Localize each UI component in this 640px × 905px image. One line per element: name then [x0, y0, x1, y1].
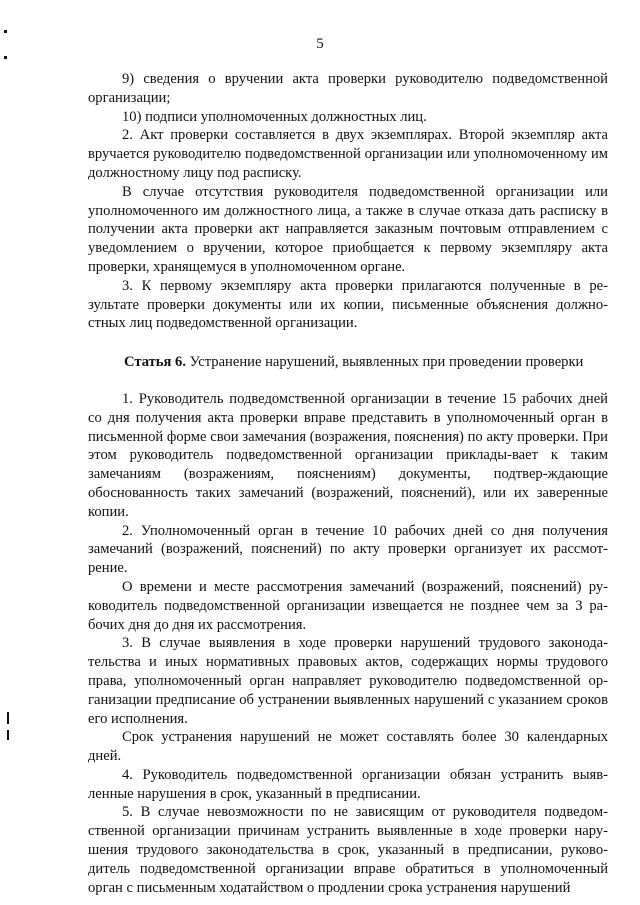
article-title: Устранение нарушений, выявленных при проведении проверки	[189, 354, 584, 371]
scan-mark-top-1	[4, 30, 7, 33]
scan-mark-mid-1	[7, 712, 9, 724]
paragraph: 9) сведения о вручении акта проверки руководителю подведомственной организации;	[88, 71, 608, 106]
paragraph: 3. К первому экземпляру акта проверки прилагаются полученные в ре-зультате проверки документы или их копии, письменные объяснения должно-стных лиц подведомственной организации.	[88, 277, 608, 332]
paragraph: 5. В случае невозможности по не зависящим от руководителя подведом-ственной организации причинам устранить выявленные в ходе проверки нару-шения трудового законодательства в срок, указанный в предписании, руково-дитель подведомственной организации вправе обратиться в уполномоченный орган с письменным ходатайством о продлении срока устранения нарушений	[88, 804, 608, 896]
paragraph: 1. Руководитель подведомственной организации в течение 15 рабочих дней со дня получения акта проверки вправе представить в уполномоченный орган в письменной форме свои замечания (возражения, пояснения) по акту проверки. При этом руководитель подведомственной организации приклады-вает к таким замечаниям (возражениям, пояснениям) документы, подтвер-ждающие обоснованность таких замечаний (возражений, пояснений), или их заверенные копии.	[88, 390, 608, 520]
paragraph: В случае отсутствия руководителя подведомственной организации или уполномоченного им должностного лица, а также в случае отказа дать расписку в получении акта проверки акт направляется заказным почтовым отправлением с уведомлением о вручении, которое приобщается к первому экземпляру акта проверки, хранящемуся в уполномоченном органе.	[88, 183, 608, 275]
paragraph: 2. Акт проверки составляется в двух экземплярах. Второй экземпляр акта вручается руководителю подведомственной организации или уполномоченному им должностному лицу под расписку.	[88, 127, 608, 181]
paragraph: 2. Уполномоченный орган в течение 10 рабочих дней со дня получения замечаний (возражений, пояснений) по акту проверки организует их рассмот-рение.	[88, 522, 608, 577]
paragraph: Срок устранения нарушений не может составлять более 30 календарных дней.	[88, 729, 608, 765]
paragraph: 4. Руководитель подведомственной организации обязан устранить выяв-ленные нарушения в срок, указанный в предписании.	[88, 766, 608, 802]
document-body	[88, 70, 608, 897]
page-number: 5	[316, 36, 324, 52]
article-label: Статья 6.	[124, 354, 186, 371]
article-heading	[88, 353, 608, 372]
scan-mark-top-2	[4, 56, 7, 59]
paragraph: 10) подписи уполномоченных должностных лиц.	[122, 108, 427, 125]
paragraph: О времени и месте рассмотрения замечаний (возражений, пояснений) ру-ководитель подведомственной организации извещается не позднее чем за 3 ра-бочих дня до дня их рассмотрения.	[88, 578, 608, 633]
scan-mark-mid-2	[7, 730, 9, 740]
paragraph: 3. В случае выявления в ходе проверки нарушений трудового законода-тельства и иных нормативных правовых актов, содержащих нормы трудового права, уполномоченный орган направляет руководителю подведомственной ор-ганизации предписание об устранении выявленных нарушений с указанием сроков его исполнения.	[88, 635, 608, 727]
